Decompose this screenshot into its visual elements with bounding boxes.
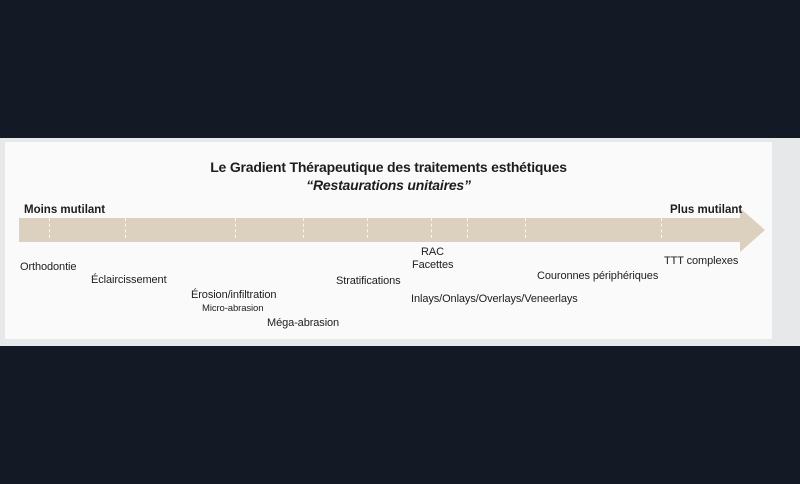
treatment-micro-abrasion: Micro-abrasion [202, 303, 264, 314]
treatment-eclaircissement: Éclaircissement [91, 274, 167, 286]
tick-erosion [235, 218, 236, 238]
tick-orthodontie [49, 218, 50, 238]
treatment-facettes: Facettes [412, 259, 454, 271]
more-mutilating-label: Plus mutilant [670, 204, 743, 216]
tick-rac-facettes [431, 218, 432, 238]
treatment-rac: RAC [421, 246, 444, 258]
treatment-orthodontie: Orthodontie [20, 261, 77, 273]
photo-credit: GIL TIRLET & JP ATTAL [771, 244, 781, 336]
tick-couronnes [525, 218, 526, 238]
tick-eclaircissement [125, 218, 126, 238]
tick-inlays [467, 218, 468, 238]
figure-panel [0, 138, 800, 346]
gradient-arrow-shape [19, 208, 765, 252]
treatment-inlays-onlays: Inlays/Onlays/Overlays/Veneerlays [411, 293, 578, 305]
treatment-mega-abrasion: Méga-abrasion [267, 317, 340, 329]
treatment-erosion-infiltration: Érosion/infiltration [191, 289, 277, 301]
tick-ttt-complexes [661, 218, 662, 238]
treatment-ttt-complexes: TTT complexes [664, 255, 739, 267]
tick-mega-abrasion [303, 218, 304, 238]
treatment-stratifications: Stratifications [336, 275, 401, 287]
tick-stratifications [367, 218, 368, 238]
less-mutilating-label: Moins mutilant [24, 204, 106, 216]
treatment-couronnes: Couronnes périphériques [537, 270, 659, 282]
figure-title: Le Gradient Thérapeutique des traitements esthétiques [210, 159, 567, 175]
figure-subtitle: “Restaurations unitaires” [306, 177, 471, 193]
figure-card [5, 142, 772, 339]
